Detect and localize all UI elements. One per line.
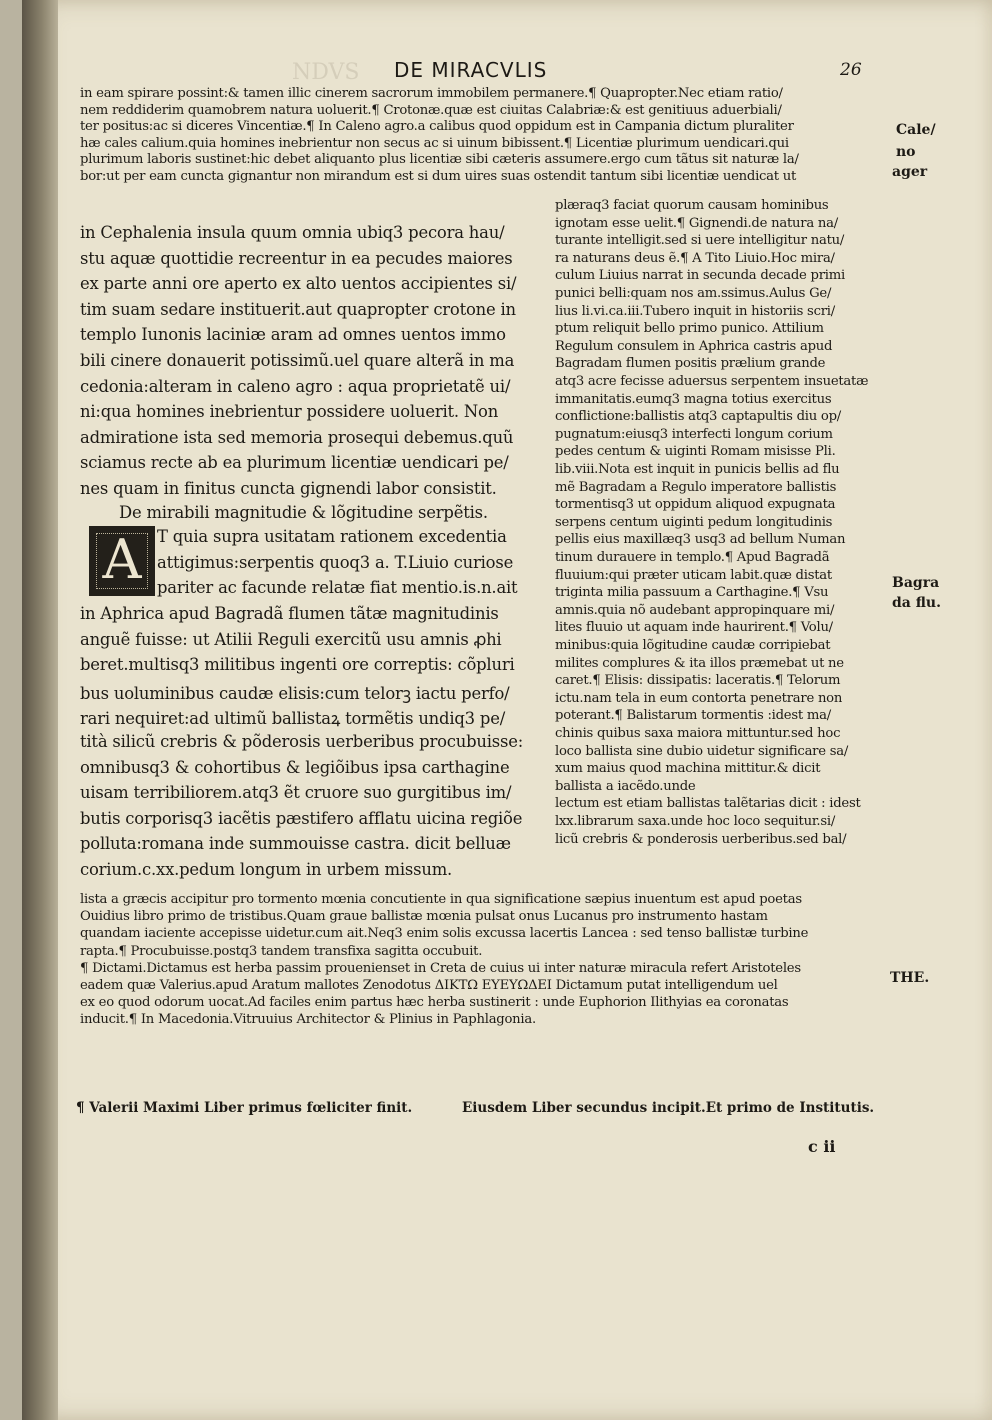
show-through-text: NDVS: [292, 60, 360, 85]
main-text-line: in Cephalenia insula quum omnia ubiq3 pecora hau/: [80, 223, 505, 242]
commentary-line: plæraq3 faciat quorum causam hominibus: [555, 198, 829, 213]
main-text-line: omnibusq3 & cohortibus & legiõibus ipsa carthagine: [80, 757, 510, 777]
commentary-line: culum Liuius narrat in secunda decade primi: [555, 268, 845, 284]
main-text-line: corium.c.xx.pedum longum in urbem missum.: [80, 860, 453, 879]
commentary-line: lista a græcis accipitur pro tormento mœnia concutiente in qua significatione sæpius inuentum est apud poetas: [80, 892, 802, 907]
commentary-line: triginta milia passuum a Carthagine.¶ Vsu: [555, 585, 829, 601]
commentary-line: ignotam esse uelit.¶ Gignendi.de natura na/: [555, 215, 838, 231]
commentary-line: plurimum laboris sustinet:hic debet aliquanto plus licentiæ sibi cæteris assumere.ergo cum tãtus sit naturæ la/: [80, 152, 799, 167]
commentary-line: Bagradam flumen positis prælium grande: [555, 356, 826, 372]
main-text-line: admiratione ista sed memoria prosequi debemus.quũ: [80, 427, 514, 447]
main-text-line: T quia supra usitatam rationem excedentia: [157, 527, 507, 546]
commentary-line: Ouidius libro primo de tristibus.Quam graue ballistæ mœnia pulsat onus Lucanus pro instrumento hastam: [80, 909, 768, 925]
margin-note: Bagra: [892, 575, 940, 591]
main-text-line: templo Iunonis laciniæ aram ad omnes uentos immo: [80, 325, 506, 345]
commentary-line: lius li.vi.ca.iii.Tubero inquit in historiis scri/: [555, 303, 835, 319]
commentary-line: nem reddiderim quamobrem natura uoluerit.¶ Crotonæ.quæ est ciuitas Calabriæ:& est genitiuus aduerbiali/: [80, 102, 782, 118]
commentary-line: lxx.librarum saxa.unde hoc loco sequitur.si/: [555, 814, 836, 829]
main-text-line: rari nequiret:ad ultimũ ballistaꝝ tormẽtis undiq3 pe/: [80, 709, 506, 729]
main-text-line: bus uoluminibus caudæ elisis:cum telorꝫ iactu perfo/: [80, 683, 510, 703]
margin-note: Cale/: [896, 122, 936, 138]
decorated-initial: A: [89, 526, 155, 596]
main-text-line: tim suam sedare instituerit.aut quapropter crotone in: [80, 299, 516, 319]
binding-gutter: [22, 0, 58, 1420]
main-text-line: anguẽ fuisse: ut Atilii Reguli exercitũ usu amnis ꝓhi: [80, 629, 502, 649]
explicit-right: Eiusdem Liber secundus incipit.Et primo de Institutis.: [462, 1100, 875, 1116]
commentary-line: fluuium:qui præter uticam labit.quæ distat: [555, 567, 832, 583]
commentary-line: loco ballista sine dubio uidetur significare sa/: [555, 743, 849, 759]
commentary-line: ¶ Dictami.Dictamus est herba passim prouenienset in Creta de cuius ui inter naturæ miracula refert Aristoteles: [80, 960, 801, 976]
section-heading: De mirabili magnitudie & lõgitudine serpẽtis.: [119, 503, 488, 522]
commentary-line: licũ crebris & ponderosis uerberibus.sed bal/: [555, 831, 847, 847]
commentary-line: pugnatum:eiusq3 interfecti longum corium: [555, 426, 833, 442]
commentary-line: rapta.¶ Procubuisse.postq3 tandem transfixa sagitta occubuit.: [80, 943, 483, 959]
commentary-line: inducit.¶ In Macedonia.Vitruuius Architector & Plinius in Paphlagonia.: [80, 1012, 536, 1028]
commentary-line: minibus:quia lõgitudine caudæ corripiebat: [555, 638, 831, 653]
main-text-line: ex parte anni ore aperto ex alto uentos accipientes si/: [80, 274, 517, 294]
commentary-line: eadem quæ Valerius.apud Aratum mallotes Zenodotus ΔΙΚΤΩ ΕΥΕΥΩΔΕΙ Dictamum putat intelligendum uel: [80, 978, 778, 993]
margin-note: da flu.: [892, 595, 941, 611]
commentary-line: ictu.nam tela in eum contorta penetrare non: [555, 690, 843, 706]
commentary-line: pedes centum & uiginti Romam misisse Pli.: [555, 444, 836, 460]
main-text-line: beret.multisq3 militibus ingenti ore correptis: cõpluri: [80, 655, 515, 675]
commentary-line: ptum reliquit bello primo punico. Attilium: [555, 321, 824, 337]
margin-note: THE.: [890, 970, 930, 986]
commentary-line: chinis quibus saxa maiora mittuntur.sed hoc: [555, 726, 841, 741]
main-text-line: attigimus:serpentis quoq3 a. T.Liuio curiose: [157, 552, 514, 572]
main-text-line: cedonia:alteram in caleno agro : aqua proprietatẽ ui/: [80, 376, 511, 396]
explicit-left: ¶ Valerii Maximi Liber primus fœliciter finit.: [76, 1100, 413, 1116]
commentary-line: poterant.¶ Balistarum tormentis :idest ma/: [555, 708, 831, 724]
commentary-line: lib.viii.Nota est inquit in punicis bellis ad flu: [555, 462, 840, 477]
main-text-line: in Aphrica apud Bagradã flumen tãtæ magnitudinis: [80, 604, 499, 623]
commentary-line: atq3 acre fecisse aduersus serpentem insuetatæ: [555, 374, 869, 389]
margin-note: no: [896, 144, 916, 160]
signature-mark: c ii: [808, 1137, 836, 1156]
commentary-line: pellis eius maxillæq3 usq3 ad bellum Numan: [555, 532, 846, 548]
main-text-line: stu aquæ quottidie recreentur in ea pecudes maiores: [80, 248, 513, 268]
folio-number: 26: [840, 60, 862, 80]
commentary-line: serpens centum uiginti pedum longitudinis: [555, 514, 833, 530]
commentary-line: xum maius quod machina mittitur.& dicit: [555, 761, 821, 777]
main-text-line: nes quam in finitus cuncta gignendi labor consistit.: [80, 479, 497, 498]
running-title: DE MIRACVLIS: [394, 58, 548, 82]
commentary-line: ra naturans deus ẽ.¶ A Tito Liuio.Hoc mira/: [555, 250, 835, 266]
main-text-line: sciamus recte ab ea plurimum licentiæ uendicari pe/: [80, 453, 509, 473]
main-text-line: ni:qua homines inebrientur possidere uoluerit. Non: [80, 402, 499, 422]
commentary-line: lites fluuio ut aquam inde haurirent.¶ Volu/: [555, 620, 833, 636]
commentary-line: tinum durauere in templo.¶ Apud Bagradã: [555, 550, 830, 565]
commentary-line: ballista a iacẽdo.unde: [555, 778, 696, 794]
commentary-line: caret.¶ Elisis: dissipatis: laceratis.¶ Telorum: [555, 673, 841, 689]
commentary-line: punici belli:quam nos am.ssimus.Aulus Ge/: [555, 286, 832, 301]
main-text-line: butis corporisq3 iacẽtis pæstifero afflatu uicina regiõe: [80, 808, 523, 828]
main-text-line: bili cinere donauerit potissimũ.uel quare alterã in ma: [80, 351, 515, 370]
commentary-line: conflictione:ballistis atq3 captapultis diu op/: [555, 409, 842, 425]
margin-note: ager: [892, 164, 928, 180]
commentary-line: in eam spirare possint:& tamen illic cinerem sacrorum immobilem permanere.¶ Quapropter.Nec etiam ratio/: [80, 86, 783, 101]
commentary-line: milites complures & ita illos præmebat ut ne: [555, 655, 844, 671]
commentary-line: hæ cales calium.quia homines inebrientur non secus ac si uinum bibissent.¶ Licentiæ plurimum uendicari.qui: [80, 135, 789, 151]
commentary-line: quandam iaciente accepisse uidetur.cum ait.Neq3 enim solis excussa lacertis Lancea : sed tenso ballistæ turbine: [80, 926, 809, 942]
commentary-line: Regulum consulem in Aphrica castris apud: [555, 338, 833, 354]
main-text-line: uisam terribiliorem.atq3 ẽt cruore suo gurgitibus im/: [80, 783, 512, 803]
commentary-line: ter positus:ac si diceres Vincentiæ.¶ In Caleno agro.a calibus quod oppidum est in Campania dictum pluraliter: [80, 119, 794, 134]
commentary-line: amnis.quia nõ audebant appropinquare mi/: [555, 602, 835, 618]
main-text-line: tità silicũ crebris & põderosis uerberibus procubuisse:: [80, 732, 524, 751]
commentary-line: tormentisq3 ut oppidum aliquod expugnata: [555, 497, 836, 513]
commentary-line: bor:ut per eam cuncta gignantur non mirandum est si dum uires suas ostendit tantum sibi licentiæ uendicat ut: [80, 168, 797, 184]
commentary-line: mẽ Bagradam a Regulo imperatore ballistis: [555, 479, 837, 495]
main-text-line: polluta:romana inde summouisse castra. dicit belluæ: [80, 834, 511, 854]
commentary-line: lectum est etiam ballistas talẽtarias dicit : idest: [555, 796, 861, 812]
commentary-line: turante intelligit.sed si uere intelligitur natu/: [555, 233, 845, 249]
commentary-line: ex eo quod odorum uocat.Ad faciles enim partus hæc herba sustinerit : unde Euphorion Ilithyias ea coronatas: [80, 995, 789, 1011]
commentary-line: immanitatis.eumq3 magna totius exercitus: [555, 391, 832, 407]
main-text-line: pariter ac facunde relatæ fiat mentio.is.n.ait: [157, 578, 518, 598]
